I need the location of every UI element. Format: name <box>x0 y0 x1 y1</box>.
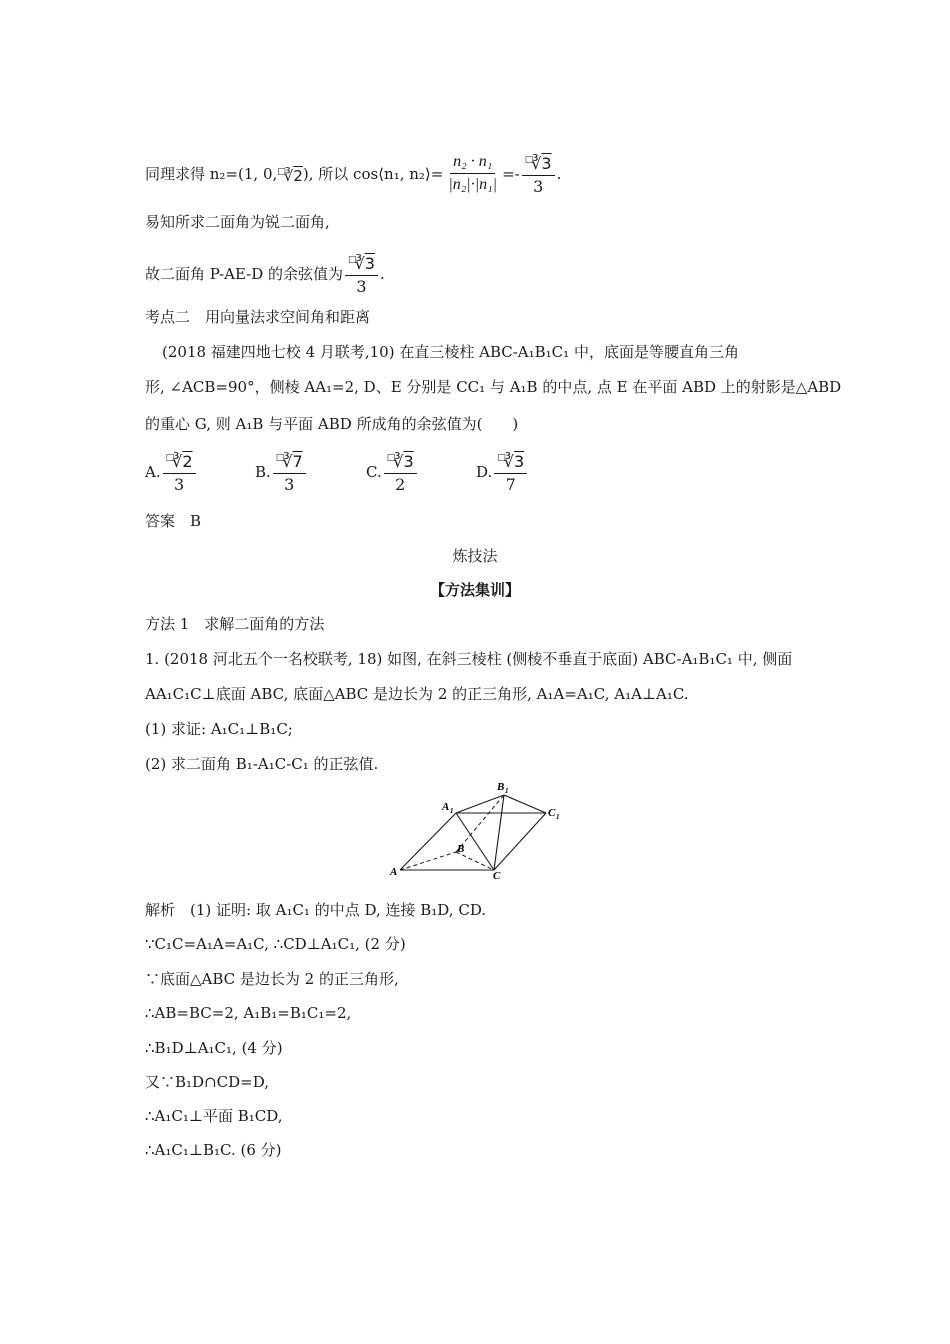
label-c1-sub: 1 <box>556 813 560 821</box>
question-part-2: (2) 求二面角 B₁-A₁C-C₁ 的正弦值. <box>145 755 379 773</box>
solution-line-1: 解析 (1) 证明: 取 A₁C₁ 的中点 D, 连接 B₁D, CD. <box>145 901 487 919</box>
fraction-cos-value: $\frac{^□∛3}{3}$ <box>345 250 378 297</box>
heading-kaodian-2: 考点二 用向量法求空间角和距离 <box>145 308 371 326</box>
problem-line-3: 的重心 G, 则 A₁B 与平面 ABD 所成角的余弦值为( ) <box>145 415 519 433</box>
fraction-result: $\frac{^□∛3}{3}$ <box>522 150 555 197</box>
edge-b1-c1 <box>504 795 546 813</box>
solution-line-5: ∴B₁D⊥A₁C₁, (4 分) <box>145 1039 283 1057</box>
method-heading: 方法 1 求解二面角的方法 <box>145 615 325 633</box>
edge-b1-c <box>494 795 504 870</box>
edge-c-c1 <box>494 813 546 870</box>
label-b: B <box>457 843 465 855</box>
option-b[interactable]: B. $\frac{^□∛7}{3}$ <box>255 448 308 495</box>
option-c[interactable]: C. $\frac{^□∛3}{2}$ <box>366 448 419 495</box>
label-a1-sub: 1 <box>450 807 454 815</box>
equation-line-1: 同理求得 n₂=(1, 0, □∛2 ), 所以 cos⟨n₁, n₂⟩= $\frac{\text{n₂ · n₁}}{\text{|n₂|·|n₁|}}$ =- $\frac{^□∛3}{3}$ . <box>145 150 561 197</box>
problem-line-1: (2018 福建四地七校 4 月联考,10) 在直三棱柱 ABC-A₁B₁C₁ 中，底面是等腰直角三角 <box>162 343 739 361</box>
question-part-1: (1) 求证: A₁C₁⊥B₁C; <box>145 720 293 738</box>
fraction-cos: $\frac{\text{n₂ · n₁}}{\text{|n₂|·|n₁|}}$ <box>448 153 498 193</box>
solution-line-7: ∴A₁C₁⊥平面 B₁CD, <box>145 1107 283 1125</box>
text-segment: =- <box>502 164 520 183</box>
paragraph-2: 易知所求二面角为锐二面角, <box>145 213 330 231</box>
sqrt-2: □∛2 <box>277 166 303 185</box>
text-segment: 同理求得 n₂=(1, 0, <box>145 164 278 183</box>
question-line-1: 1. (2018 河北五个一名校联考, 18) 如图, 在斜三棱柱 (侧棱不垂直于底面) ABC-A₁B₁C₁ 中, 侧面 <box>145 650 793 668</box>
label-b1: B <box>497 781 505 793</box>
label-a: A <box>390 866 398 878</box>
text-segment: ), 所以 cos⟨n₁, n₂⟩= <box>302 164 444 183</box>
answer: 答案 B <box>145 512 202 530</box>
solution-line-8: ∴A₁C₁⊥B₁C. (6 分) <box>145 1141 282 1159</box>
prism-figure <box>380 780 580 880</box>
option-d[interactable]: D. $\frac{^□∛3}{7}$ <box>476 448 529 495</box>
solution-line-4: ∴AB=BC=2, A₁B₁=B₁C₁=2, <box>145 1004 352 1022</box>
edge-a1-b1 <box>456 795 504 813</box>
option-a[interactable]: A. $\frac{^□∛2}{3}$ <box>145 448 198 495</box>
question-line-2: AA₁C₁C⊥底面 ABC, 底面△ABC 是边长为 2 的正三角形, A₁A=A₁C, A₁A⊥A₁C. <box>145 685 689 703</box>
solution-line-2: ∵C₁C=A₁A=A₁C, ∴CD⊥A₁C₁, (2 分) <box>145 935 406 953</box>
label-c: C <box>493 870 501 880</box>
label-c1: C <box>548 807 556 819</box>
problem-line-2: 形, ∠ACB=90°，侧棱 AA₁=2, D、E 分别是 CC₁ 与 A₁B 的中点, 点 E 在平面 ABD 上的射影是△ABD <box>145 378 842 396</box>
section-subtitle: 【方法集训】 <box>429 581 520 599</box>
label-b1-sub: 1 <box>505 787 509 795</box>
label-a1: A <box>442 801 450 813</box>
paragraph-3: 故二面角 P-AE-D 的余弦值为 $\frac{^□∛3}{3}$ . <box>145 250 385 297</box>
section-title: 炼技法 <box>452 547 498 565</box>
solution-line-6: 又∵B₁D∩CD=D, <box>145 1073 269 1091</box>
solution-line-3: ∵底面△ABC 是边长为 2 的正三角形, <box>145 970 399 988</box>
